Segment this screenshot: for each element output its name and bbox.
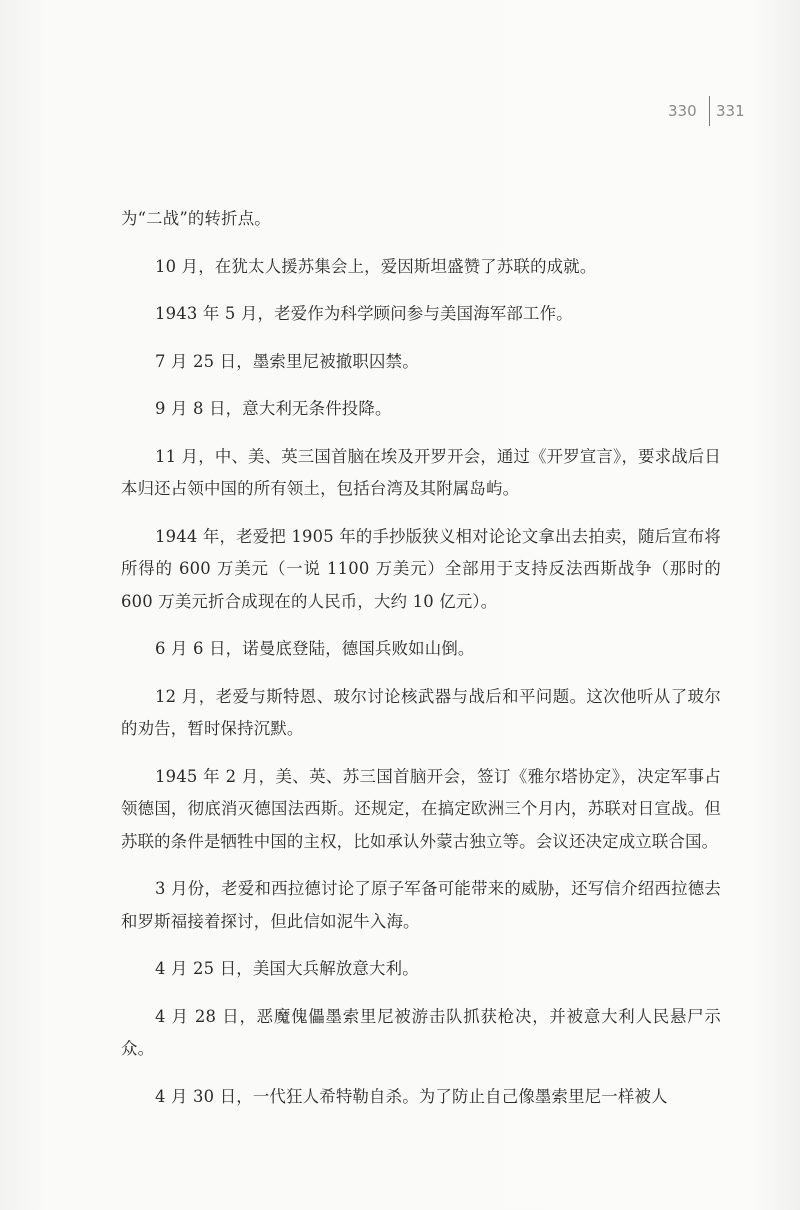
body-text: [121, 203, 721, 1128]
paragraph: 1943 年 5 月，老爱作为科学顾问参与美国海军部工作。: [155, 304, 573, 323]
paragraph: 1945 年 2 月，美、英、苏三国首脑开会，签订《雅尔塔协定》，决定军事占领德国，彻底消灭德国法西斯。还规定，在搞定欧洲三个月内，苏联对日宣战。但苏联的条件是牺牲中国的主权，比如承认外蒙古独立等。会议还决定成立联合国。: [121, 766, 721, 851]
paragraph: 3 月份，老爱和西拉德讨论了原子军备可能带来的威胁，还写信介绍西拉德去和罗斯福接着探讨，但此信如泥牛入海。: [121, 879, 721, 931]
paragraph: 11 月，中、美、英三国首脑在埃及开罗开会，通过《开罗宣言》，要求战后日本归还占领中国的所有领土，包括台湾及其附属岛屿。: [121, 446, 721, 498]
paragraph: 4 月 25 日，美国大兵解放意大利。: [155, 959, 419, 978]
paragraph: 4 月 28 日，恶魔傀儡墨索里尼被游击队抓获枪决，并被意大利人民悬尸示众。: [121, 1006, 721, 1058]
paragraph: 9 月 8 日，意大利无条件投降。: [155, 399, 392, 418]
paragraph: 1944 年，老爱把 1905 年的手抄版狭义相对论论文拿出去拍卖，随后宣布将所得的 600 万美元（一说 1100 万美元）全部用于支持反法西斯战争（那时的 600 万美元折合成现在的人民币，大约 10 亿元）。: [121, 526, 721, 611]
paragraph: 4 月 30 日，一代狂人希特勒自杀。为了防止自己像墨索里尼一样被人: [155, 1086, 668, 1106]
paragraph: 6 月 6 日，诺曼底登陆，德国兵败如山倒。: [155, 639, 475, 658]
page-number-left: 330: [668, 102, 697, 120]
paragraph: 7 月 25 日，墨索里尼被撤职囚禁。: [155, 351, 419, 371]
page-header: [660, 96, 770, 126]
paragraph: 10 月，在犹太人援苏集会上，爱因斯坦盛赞了苏联的成就。: [155, 256, 597, 276]
paragraph: 为“二战”的转折点。: [121, 209, 271, 228]
paragraph: 12 月，老爱与斯特恩、玻尔讨论核武器与战后和平问题。这次他听从了玻尔的劝告，暂时保持沉默。: [121, 686, 721, 738]
page-number-right: 331: [716, 102, 745, 120]
header-divider: [709, 96, 710, 126]
